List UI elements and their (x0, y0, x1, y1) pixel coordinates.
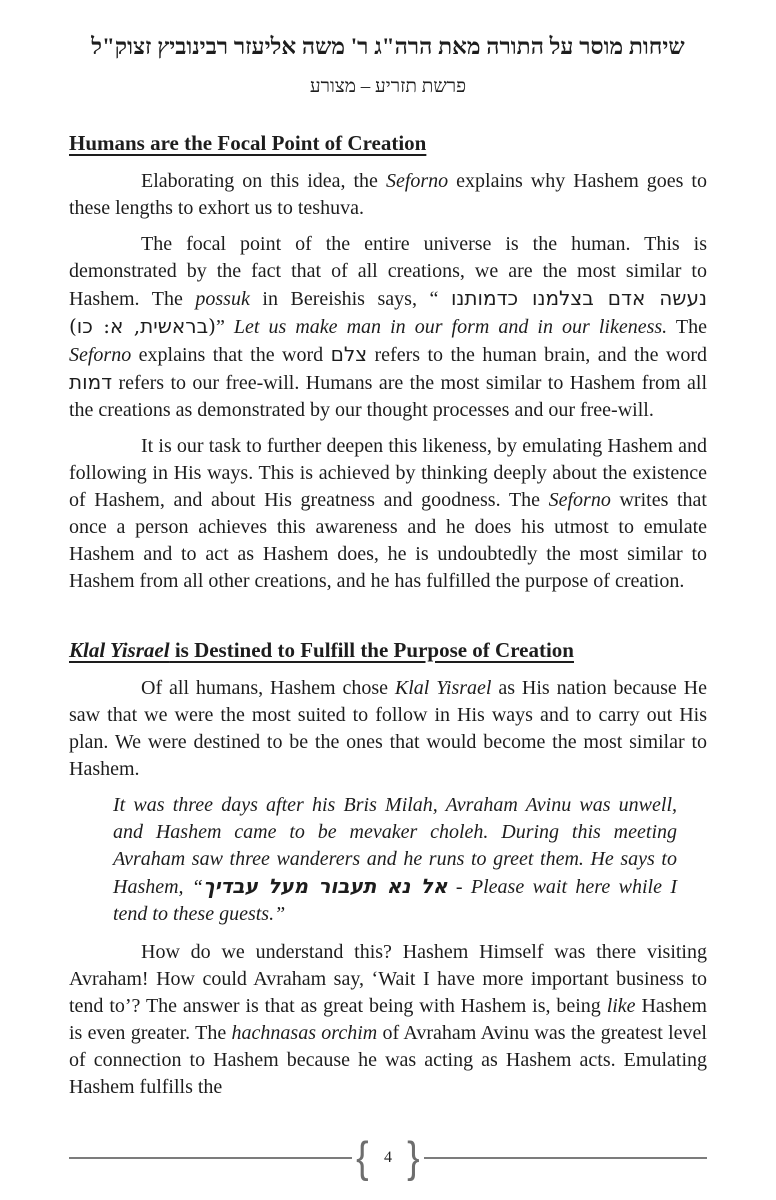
body-paragraph: Elaborating on this idea, the Seforno explains why Hashem goes to these lengths to exhort us to teshuva. (69, 169, 707, 219)
parsha-subtitle: פרשת תזריע – מצורע (309, 75, 467, 97)
footer-rule-right (424, 1157, 707, 1159)
section-heading-klal-yisrael-destined: Klal Yisrael is Destined to Fulfill the Purpose of Creation (69, 637, 574, 662)
section-heading-humans-focal-point: Humans are the Focal Point of Creation (69, 130, 427, 155)
body-paragraph: Of all humans, Hashem chose Klal Yisrael as His nation because He saw that we were the most suited to follow in His ways and to carry out His plan. We were destined to be the ones that would become the most similar to Hashem. (69, 677, 708, 781)
body-paragraph: It is our task to further deepen this likeness, by emulating Hashem and following in His ways. This is achieved by thinking deeply about the existence of Hashem, and about His greatness and goodness. The Seforno writes that once a person achieves this awareness and he does his utmost to emulate Hashem and to act as Hashem does, he is undoubtedly the most similar to Hashem from all other creations, and he has fulfilled the purpose of creation. (69, 434, 707, 592)
right-brace-ornament-icon: } (407, 1133, 420, 1182)
left-brace-ornament-icon: { (356, 1133, 369, 1182)
block-quote-avraham-bris-milah: It was three days after his Bris Milah, Avraham Avinu was unwell, and Hashem came to be mevaker choleh. During this meeting Avraham saw three wanderers and he runs to greet them. He says to Hashem, “אל נא תעבור מעל עבדיך - Please wait here while I tend to these guests.” (113, 794, 677, 926)
body-paragraph: The focal point of the entire universe is the human. This is demonstrated by the fact that of all creations, we are the most similar to Hashem. The possuk in Bereishis says, “ נעשה אדם בצלמנו כדמותנו (בראשית, א: כו)” Let us make man in our form and in our likeness. The Seforno explains that the word צלם refers to the human brain, and the word דמות refers to our free-will. Humans are the most similar to Hashem from all the creations as demonstrated by our thought processes and our free-will. (69, 232, 707, 421)
hebrew-title: שיחות מוסר על התורה מאת הרה"ג ר' משה אליעזר רבינוביץ זצוק"ל (91, 34, 685, 59)
page-number: 4 (384, 1149, 392, 1166)
footer-rule-left (69, 1157, 352, 1159)
body-paragraph: How do we understand this? Hashem Himself was there visiting Avraham! How could Avraham say, ‘Wait I have more important business to tend to’? The answer is that as great being with Hashem is, being like Hashem is even greater. The hachnasas orchim of Avraham Avinu was the greatest level of connection to Hashem because he was acting as Hashem acts. Emulating Hashem fulfills the (69, 941, 707, 1099)
page-footer (69, 1133, 707, 1182)
